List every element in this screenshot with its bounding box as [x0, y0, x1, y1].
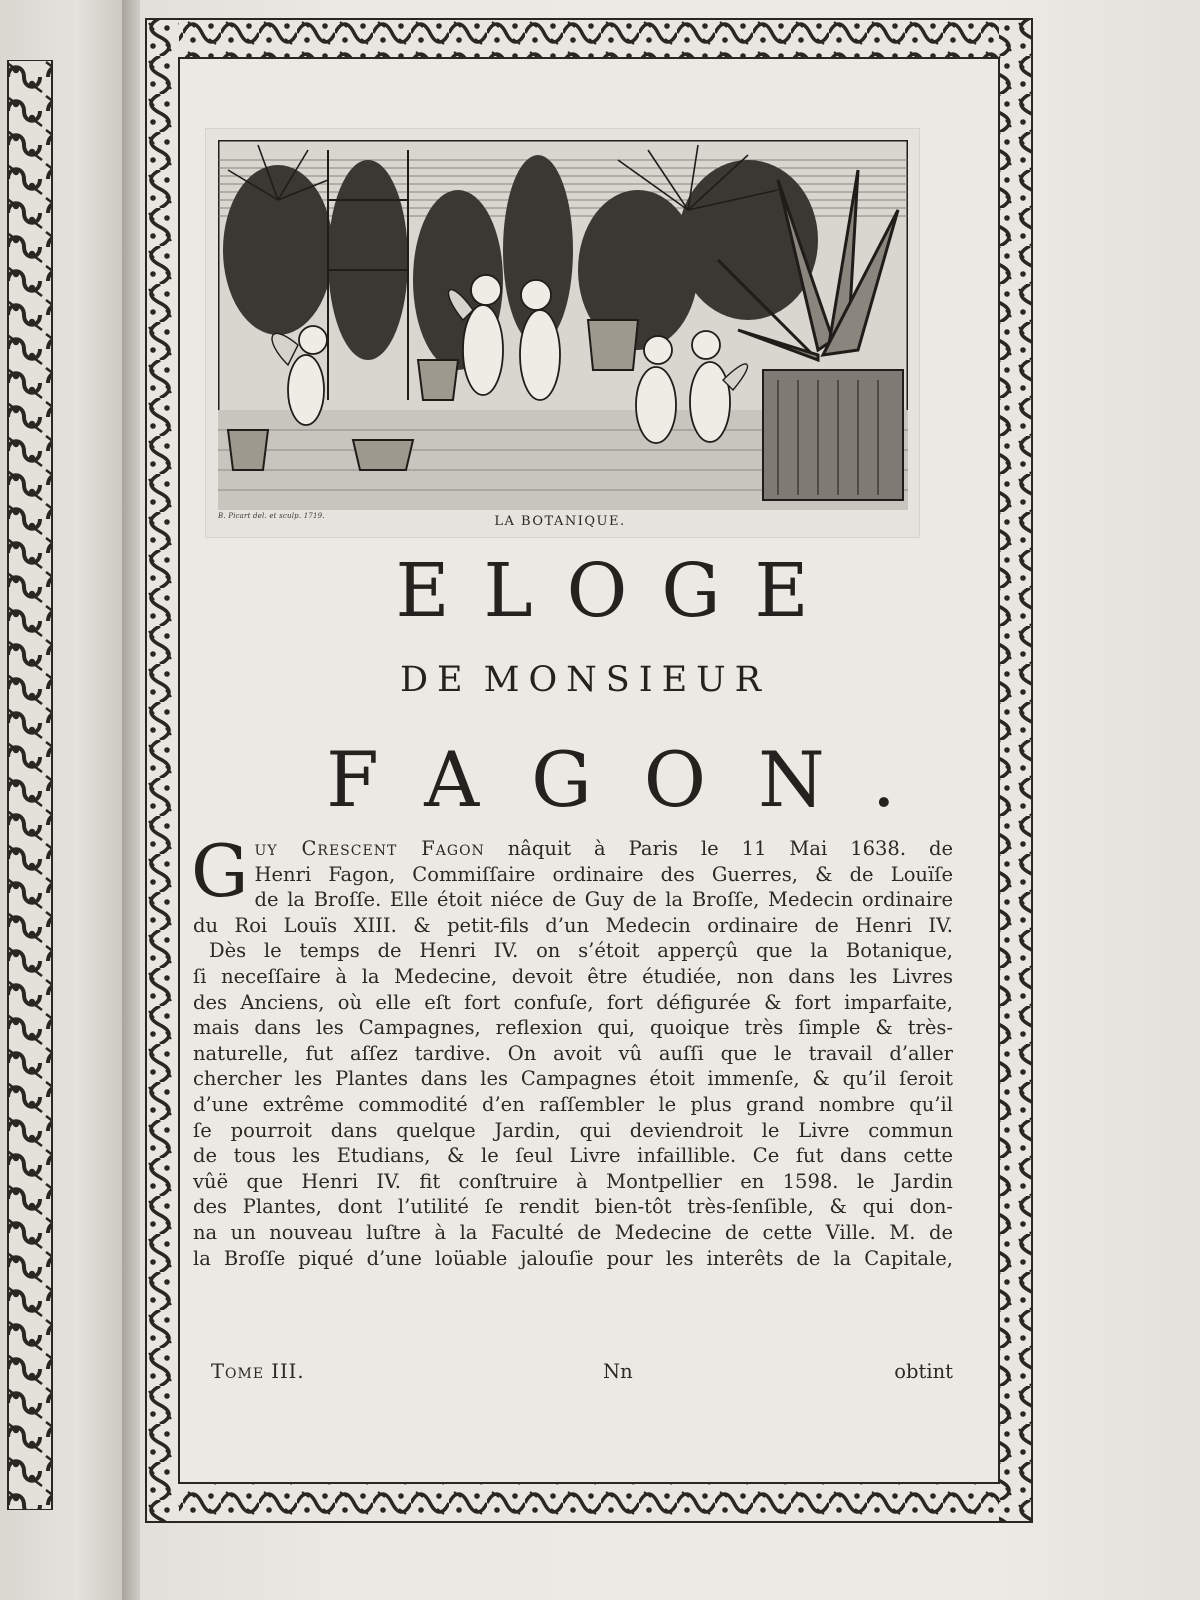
text-line: d’une extrême commodité d’en raſſembler le plus grand nombre qu’il [193, 1092, 953, 1116]
page-footer [193, 1360, 953, 1390]
signature-mark: Nn [603, 1360, 633, 1383]
plate-caption: LA BOTANIQUE. [494, 514, 626, 529]
text-line: de la Broſſe. Elle étoit niéce de Guy de la Broſſe, Medecin ordinaire [254, 888, 953, 912]
text-line: na un nouveau luſtre à la Faculté de Medecine de cette Ville. M. de [193, 1220, 953, 1244]
opening-small-caps: uy Crescent Fagon [254, 837, 485, 860]
text-line: ſi neceſſaire à la Medecine, devoit être étudiée, non dans les Livres [193, 964, 953, 988]
left-page-ornamental-border [4, 60, 56, 1510]
drop-cap: G [191, 829, 249, 913]
text-line: la Broſſe piqué d’une loüable jalouſie pour les interêts de la Capitale, [193, 1246, 953, 1270]
text-line: mais dans les Campagnes, reflexion qui, quoique très ſimple & très- [193, 1016, 953, 1040]
title-de-monsieur [170, 660, 1000, 700]
title-monsieur: MONSIEUR [483, 660, 770, 700]
text-line: Dès le temps de Henri IV. on s’étoit apperçû que la Botanique, [209, 939, 953, 963]
text-line: des Plantes, dont l’utilité ſe rendit bien-tôt très-ſenſible, & qui don- [193, 1195, 953, 1219]
volume-label: Tome III. [211, 1360, 305, 1383]
botanique-engraving [218, 140, 908, 510]
catchword: obtint [894, 1360, 953, 1383]
text-line: du Roi Louïs XIII. & petit-fils d’un Medecin ordinaire de Henri IV. [193, 913, 953, 937]
text-line: uy Crescent Fagon nâquit à Paris le 11 Mai 1638. de [254, 837, 954, 860]
text-line: des Anciens, où elle eſt fort confuſe, fort défigurée & fort imparfaite, [193, 990, 953, 1014]
engraver-credit: B. Picart del. et sculp. 1719. [218, 512, 325, 520]
text-line: Henri Fagon, Commiſſaire ordinaire des Guerres, & de Louïſe [254, 862, 953, 886]
title-eloge: ELOGE [395, 548, 843, 634]
text-line: ſe pourroit dans quelque Jardin, qui deviendroit le Livre commun [193, 1118, 953, 1142]
text-line: chercher les Plantes dans les Campagnes étoit immenſe, & qu’il ſeroit [193, 1067, 953, 1091]
text-line: naturelle, fut aſſez tardive. On avoit vû auſſi que le travail d’aller [193, 1041, 953, 1065]
body-text [191, 829, 954, 1271]
text-line: vûë que Henri IV. fit conſtruire à Montpellier en 1598. le Jardin [193, 1169, 953, 1193]
left-page-edge [0, 0, 128, 1600]
title-fagon: FAGON. [326, 735, 948, 824]
text-line: de tous les Etudians, & le ſeul Livre infaillible. Ce fut dans cette [193, 1144, 953, 1168]
title-de: DE [400, 660, 472, 700]
